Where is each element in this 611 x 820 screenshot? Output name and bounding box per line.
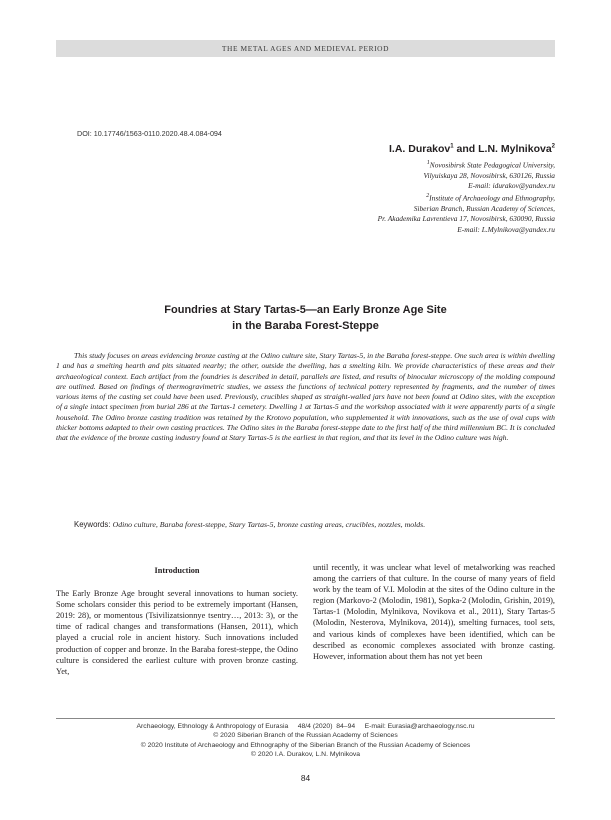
keywords-label: Keywords: xyxy=(74,520,113,529)
right-column xyxy=(313,562,555,662)
section-heading-introduction: Introduction xyxy=(154,566,200,575)
section-title: THE METAL AGES AND MEDIEVAL PERIOD xyxy=(221,44,390,53)
left-column xyxy=(56,565,298,677)
abstract: This study focuses on areas evidencing bronze casting at the Odino culture site, Stary Tartas-5, in the Baraba forest-steppe. One such area is within dwelling 1 and has a smelting hearth and pits situated nearby; the other, outside the dwelling, has a smelting kiln. We provide characteristics of these areas and their archaeological context. Each artifact from the foundries is described in detail, parallels are listed, and results of binocular microscopy of the molding compound are outlined. Based on findings of thermogravimetric studies, we assess the functions of technical pottery represented by fragments, and the number of times various items of the casting set could have been used. Previously, crucibles shaped as straight-walled jars have not been found at Odino sites, with the exception of a single intact specimen from burial 286 at the Tartas-1 cemetery. Dwelling 1 at Tartas-5 and the workshop associated with it were apparently parts of a single household. The Odino bronze casting tradition was retained by the Krotovo population, who supplemented it with innovations, such as the use of oval cups with thicker bottoms adapted to their own casting practices. The Odino sites in the Baraba forest-steppe date to the first half of the third millennium BC. It is concluded that the evidence of the bronze casting industry found at Stary Tartas-5 is the earliest in that region, and that its level in the Odino culture was high. xyxy=(56,351,555,443)
doi[interactable]: DOI: 10.17746/1563-0110.2020.48.4.084-094 xyxy=(77,129,222,138)
authors-and: and xyxy=(453,143,479,155)
author-1-sup: 1 xyxy=(450,143,454,150)
footer-copyright-1: © 2020 Siberian Branch of the Russian Academy of Sciences xyxy=(213,732,398,740)
article-title: Foundries at Stary Tartas-5—an Early Bronze Age Site in the Baraba Forest-Steppe xyxy=(164,304,447,332)
footer-divider xyxy=(56,718,555,719)
author-2: L.N. Mylnikova xyxy=(478,143,552,155)
footer-copyright-2: © 2020 Institute of Archaeology and Ethnography of the Siberian Branch of the Russian Academy of Sciences xyxy=(140,741,471,749)
affiliations xyxy=(135,158,555,235)
right-column-text: until recently, it was unclear what level of metalworking was reached among the carriers of that culture. In the course of many years of field work by the team of V.I. Molodin at the sites of the Odino culture in the region (Markovo-2 (Molodin, 1981), Sopka-2 (Molodin, Grishin, 2019), Tartas-1 (Molodin, Mylnikova, Novikova et al., 2011), Stary Tartas-5 (Molodin, Nesterova, Mylnikova, 2014)), smelting furnaces, tool sets, and various kinds of complexes have been identified, which can be described as economic complexes associated with bronze casting. However, information about them has not yet been xyxy=(313,563,555,661)
affiliation-1: Novosibirsk State Pedagogical University, Vilyuiskaya 28, Novosibirsk, 630126, Russia E-mail: idurakov@yandex.ru xyxy=(423,160,555,191)
keywords xyxy=(74,520,555,529)
footer xyxy=(56,722,555,760)
authors xyxy=(389,143,555,155)
author-1: I.A. Durakov xyxy=(389,143,451,155)
footer-copyright-3: © 2020 I.A. Durakov, L.N. Mylnikova xyxy=(250,751,361,759)
page-number: 84 xyxy=(300,773,311,783)
left-column-text: The Early Bronze Age brought several innovations to human society. Some scholars consider this period to be extremely important (Hansen, 2019: 28), or momentous (Tsivilizatsionnye tsentry…, 2013: 3), or the time of radical changes and transformations (Hansen, 2011), which played a crucial role in ancient history. Such innovations included production of copper and bronze. In the Baraba forest-steppe, the Odino culture is considered the earliest culture with proven bronze casting. Yet, xyxy=(56,589,298,676)
affiliation-1-sup: 1 xyxy=(426,160,430,166)
author-2-sup: 2 xyxy=(551,143,555,150)
affiliation-2-sup: 2 xyxy=(426,193,430,200)
footer-journal-line: Archaeology, Ethnology & Anthropology of Eurasia 48/4 (2020) 84–94 E-mail: Eurasia@archaeology.nsc.ru xyxy=(136,723,475,730)
keywords-text: Odino culture, Baraba forest-steppe, Stary Tartas-5, bronze casting areas, crucibles, nozzles, molds. xyxy=(112,520,426,529)
affiliation-2: Institute of Archaeology and Ethnography, Siberian Branch, Russian Academy of Sciences, Pr. Akademika Lavrentieva 17, Novosibirsk, 630090, Russia E-mail: L.Mylnikova@yandex.ru xyxy=(377,193,555,234)
section-banner xyxy=(56,40,555,57)
